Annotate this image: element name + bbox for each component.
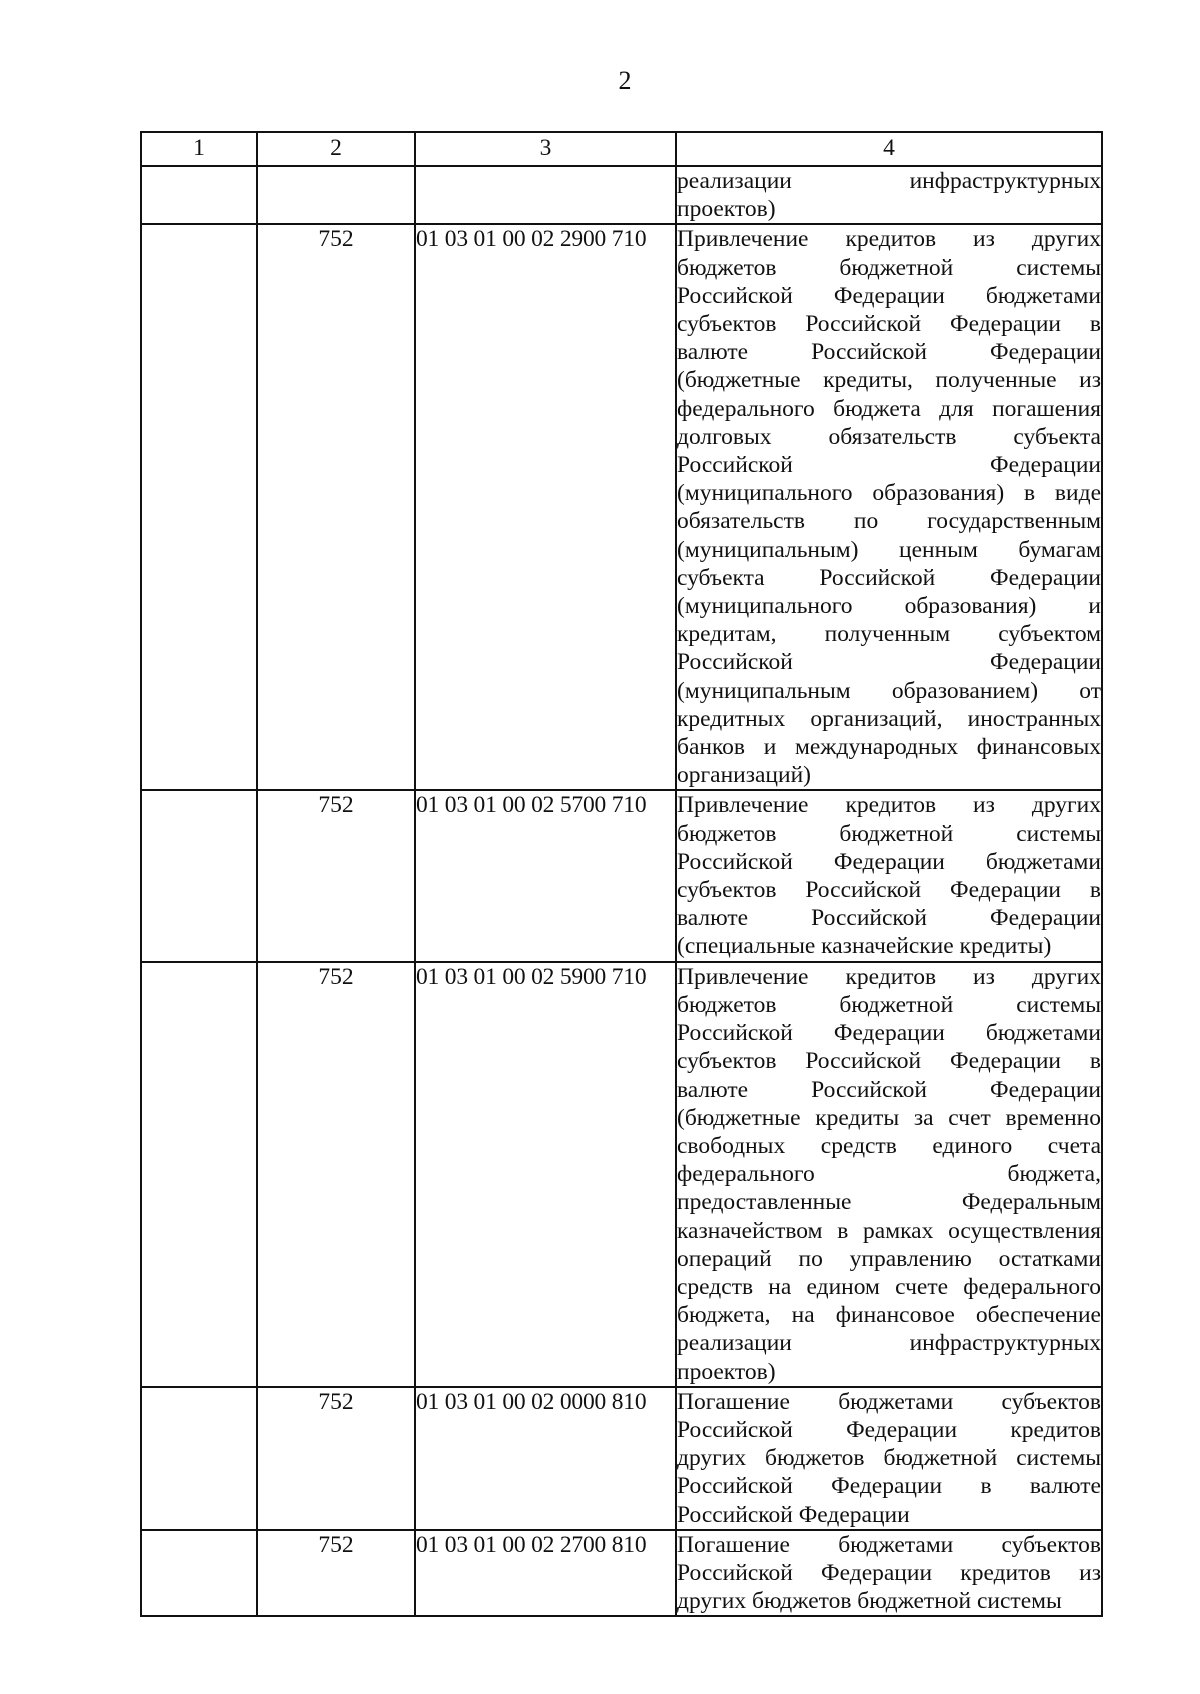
- cell-admin-code: 752: [257, 1530, 415, 1617]
- column-header-3: 3: [415, 132, 676, 166]
- description-line: федерального бюджета,: [677, 1161, 1101, 1188]
- description-line: казначейством в рамках осуществления: [677, 1217, 1101, 1244]
- description-line: бюджетов бюджетной системы: [677, 820, 1101, 847]
- table-row: [141, 1530, 1102, 1617]
- cell-description: [676, 790, 1102, 961]
- cell-classification-code: 01 03 01 00 02 2700 810: [415, 1530, 676, 1617]
- cell-classification-code: 01 03 01 00 02 5700 710: [415, 790, 676, 961]
- table-header-row: [141, 132, 1102, 166]
- description-line: кредитам, полученным субъектом: [677, 621, 1101, 648]
- description-line: (муниципальным) ценным бумагам: [677, 536, 1101, 563]
- description-line: банков и международных финансовых: [677, 734, 1101, 761]
- description-line: субъектов Российской Федерации в: [677, 877, 1101, 904]
- cell-classification-code: 01 03 01 00 02 5900 710: [415, 962, 676, 1387]
- cell-classification-code: [415, 166, 676, 224]
- description-line: Российской Федерации кредитов из: [677, 1559, 1101, 1586]
- table-row: [141, 224, 1102, 790]
- description-line: валюте Российской Федерации: [677, 1076, 1101, 1103]
- description-line: Привлечение кредитов из других: [677, 792, 1101, 819]
- cell-admin-code: 752: [257, 962, 415, 1387]
- description-line: (муниципального образования) и: [677, 593, 1101, 620]
- description-line: реализации инфраструктурных: [677, 1330, 1101, 1357]
- description-line: (муниципальным образованием) от: [677, 677, 1101, 704]
- description-line: Российской Федерации: [677, 1501, 910, 1528]
- description-line: других бюджетов бюджетной системы: [677, 1588, 1062, 1615]
- description-line: валюте Российской Федерации: [677, 339, 1101, 366]
- description-line: Российской Федерации бюджетами: [677, 282, 1101, 309]
- cell-description: [676, 166, 1102, 224]
- description-line: бюджета, на финансовое обеспечение: [677, 1302, 1101, 1329]
- description-line: Российской Федерации бюджетами: [677, 848, 1101, 875]
- description-line: Российской Федерации кредитов: [677, 1416, 1101, 1443]
- description-line: субъектов Российской Федерации в: [677, 1048, 1101, 1075]
- description-line: валюте Российской Федерации: [677, 905, 1101, 932]
- cell-description: [676, 962, 1102, 1387]
- cell-admin-code: 752: [257, 1387, 415, 1530]
- description-line: проектов): [677, 196, 776, 223]
- description-line: субъекта Российской Федерации: [677, 564, 1101, 591]
- description-line: Российской Федерации: [677, 649, 1101, 676]
- description-line: проектов): [677, 1358, 776, 1385]
- description-line: Российской Федерации в валюте: [677, 1473, 1101, 1500]
- description-line: обязательств по государственным: [677, 508, 1101, 535]
- description-line: Привлечение кредитов из других: [677, 226, 1101, 253]
- description-line: (муниципального образования) в виде: [677, 480, 1101, 507]
- description-line: Российской Федерации бюджетами: [677, 1020, 1101, 1047]
- description-line: Погашение бюджетами субъектов: [677, 1531, 1101, 1558]
- page-number: 2: [618, 66, 632, 95]
- description-line: (бюджетные кредиты за счет временно: [677, 1104, 1101, 1131]
- description-line: (специальные казначейские кредиты): [677, 933, 1052, 960]
- cell-column-1: [141, 790, 257, 961]
- description-line: бюджетов бюджетной системы: [677, 254, 1101, 281]
- description-line: долговых обязательств субъекта: [677, 423, 1101, 450]
- cell-column-1: [141, 166, 257, 224]
- cell-classification-code: 01 03 01 00 02 2900 710: [415, 224, 676, 790]
- description-line: операций по управлению остатками: [677, 1245, 1101, 1272]
- column-header-4: 4: [676, 132, 1102, 166]
- table-row: [141, 1387, 1102, 1530]
- description-line: Привлечение кредитов из других: [677, 963, 1101, 990]
- cell-column-1: [141, 1530, 257, 1617]
- table-body: [141, 166, 1102, 1616]
- description-line: реализации инфраструктурных: [677, 168, 1101, 194]
- table-row: [141, 166, 1102, 224]
- description-line: организаций): [677, 762, 811, 789]
- description-line: кредитных организаций, иностранных: [677, 705, 1101, 732]
- cell-admin-code: 752: [257, 790, 415, 961]
- cell-column-1: [141, 962, 257, 1387]
- description-line: Погашение бюджетами субъектов: [677, 1388, 1101, 1415]
- description-line: предоставленные Федеральным: [677, 1189, 1101, 1216]
- cell-admin-code: 752: [257, 224, 415, 790]
- cell-column-1: [141, 224, 257, 790]
- cell-description: [676, 224, 1102, 790]
- cell-description: [676, 1387, 1102, 1530]
- table-row: [141, 790, 1102, 961]
- column-header-2: 2: [257, 132, 415, 166]
- description-line: свободных средств единого счета: [677, 1132, 1101, 1159]
- description-line: других бюджетов бюджетной системы: [677, 1445, 1101, 1472]
- description-line: субъектов Российской Федерации в: [677, 311, 1101, 338]
- description-line: бюджетов бюджетной системы: [677, 991, 1101, 1018]
- description-line: средств на едином счете федерального: [677, 1273, 1101, 1300]
- cell-classification-code: 01 03 01 00 02 0000 810: [415, 1387, 676, 1530]
- cell-column-1: [141, 1387, 257, 1530]
- cell-description: [676, 1530, 1102, 1617]
- budget-code-table: [140, 131, 1103, 1617]
- description-line: (бюджетные кредиты, полученные из: [677, 367, 1101, 394]
- column-header-1: 1: [141, 132, 257, 166]
- description-line: Российской Федерации: [677, 452, 1101, 479]
- cell-admin-code: [257, 166, 415, 224]
- description-line: федерального бюджета для погашения: [677, 395, 1101, 422]
- table-row: [141, 962, 1102, 1387]
